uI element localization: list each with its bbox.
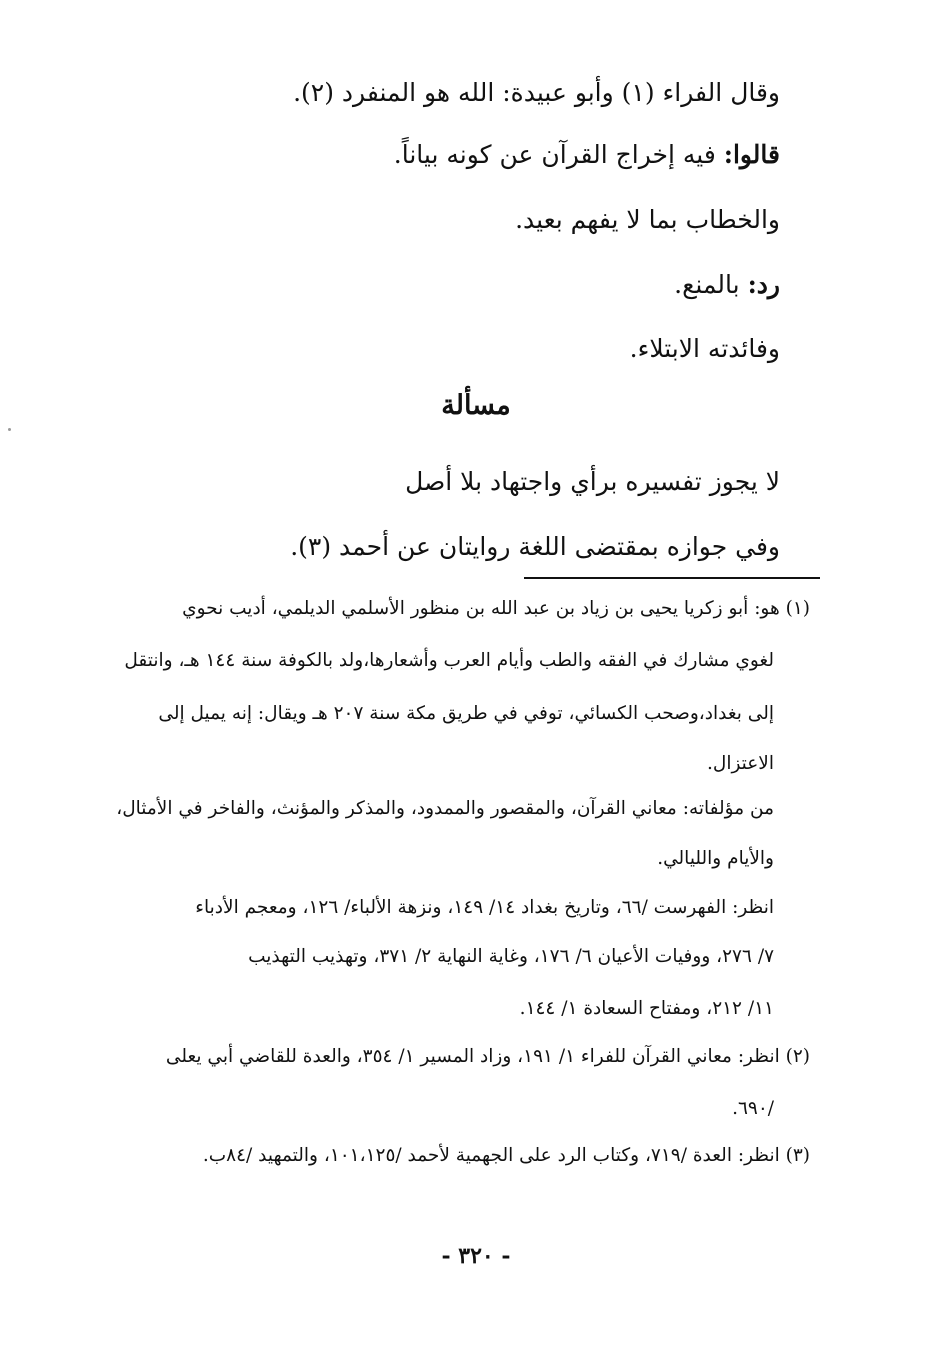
margin-speck: [8, 428, 11, 431]
body-text: فيه إخراج القرآن عن كونه بياناً.: [393, 140, 724, 169]
body-text: وقال الفراء (١) وأبو عبيدة: الله هو المنفرد (٢).: [293, 78, 780, 107]
body-text: وفائدته الابتلاء.: [629, 334, 780, 363]
body-line-3: [515, 203, 780, 237]
footnote-1-line: والأيام والليالي.: [657, 848, 774, 869]
footnote-1-line: (١) هو: أبو زكريا يحيى بن زياد بن عبد الله بن منظور الأسلمي الديلمي، أديب نحوي: [182, 598, 810, 619]
body-text: وفي جوازه بمقتضى اللغة روايتان عن أحمد (٣).: [290, 532, 780, 561]
body-line-5: [630, 332, 780, 366]
lead-word-qalu: قالوا:: [723, 140, 780, 169]
body-line-4: [674, 268, 780, 302]
footnote-1-line: إلى بغداد،وصحب الكسائي، توفي في طريق مكة سنة ٢٠٧ هـ ويقال: إنه يميل إلى: [158, 703, 774, 724]
footnote-separator: [524, 577, 820, 579]
footnote-2-line: /٦٩٠.: [732, 1098, 774, 1119]
footnote-1-line: لغوي مشارك في الفقه والطب وأيام العرب وأشعارها،ولد بالكوفة سنة ١٤٤ هـ، وانتقل: [124, 650, 774, 671]
footnote-1-line: من مؤلفاته: معاني القرآن، والمقصور والممدود، والمذكر والمؤنث، والفاخر في الأمثال،: [116, 798, 774, 819]
section-line-2: [290, 530, 780, 564]
footnote-3-line: (٣) انظر: العدة /٧١٩، وكتاب الرد على الجهمية لأحمد /١٠١،١٢٥، والتمهيد /٨٤ب.: [202, 1145, 810, 1166]
footnote-1-line: ١١/ ٢١٢، ومفتاح السعادة ١/ ١٤٤.: [519, 998, 774, 1019]
body-text: لا يجوز تفسيره برأي واجتهاد بلا أصل: [405, 467, 780, 496]
section-heading: مسألة: [441, 390, 511, 421]
body-text: والخطاب بما لا يفهم بعيد.: [515, 205, 780, 234]
body-text: بالمنع.: [674, 270, 748, 299]
footnote-2-line: (٢) انظر: معاني القرآن للفراء ١/ ١٩١، وزاد المسير ١/ ٣٥٤، والعدة للقاضي أبي يعلى: [165, 1046, 810, 1067]
body-line-2: [394, 138, 780, 172]
section-line-1: [405, 465, 780, 499]
footnote-1-line: الاعتزال.: [707, 753, 774, 774]
lead-word-radd: رد:: [747, 270, 780, 299]
body-line-1: [293, 76, 780, 110]
page-number: - ٣٢٠ -: [441, 1243, 511, 1269]
footnote-1-line: ٧/ ٢٧٦، ووفيات الأعيان ٦/ ١٧٦، وغاية النهاية ٢/ ٣٧١، وتهذيب التهذيب: [248, 946, 774, 967]
footnote-1-line: انظر: الفهرست /٦٦، وتاريخ بغداد ١٤/ ١٤٩، ونزهة الألباء/ ١٢٦، ومعجم الأدباء: [195, 897, 774, 918]
